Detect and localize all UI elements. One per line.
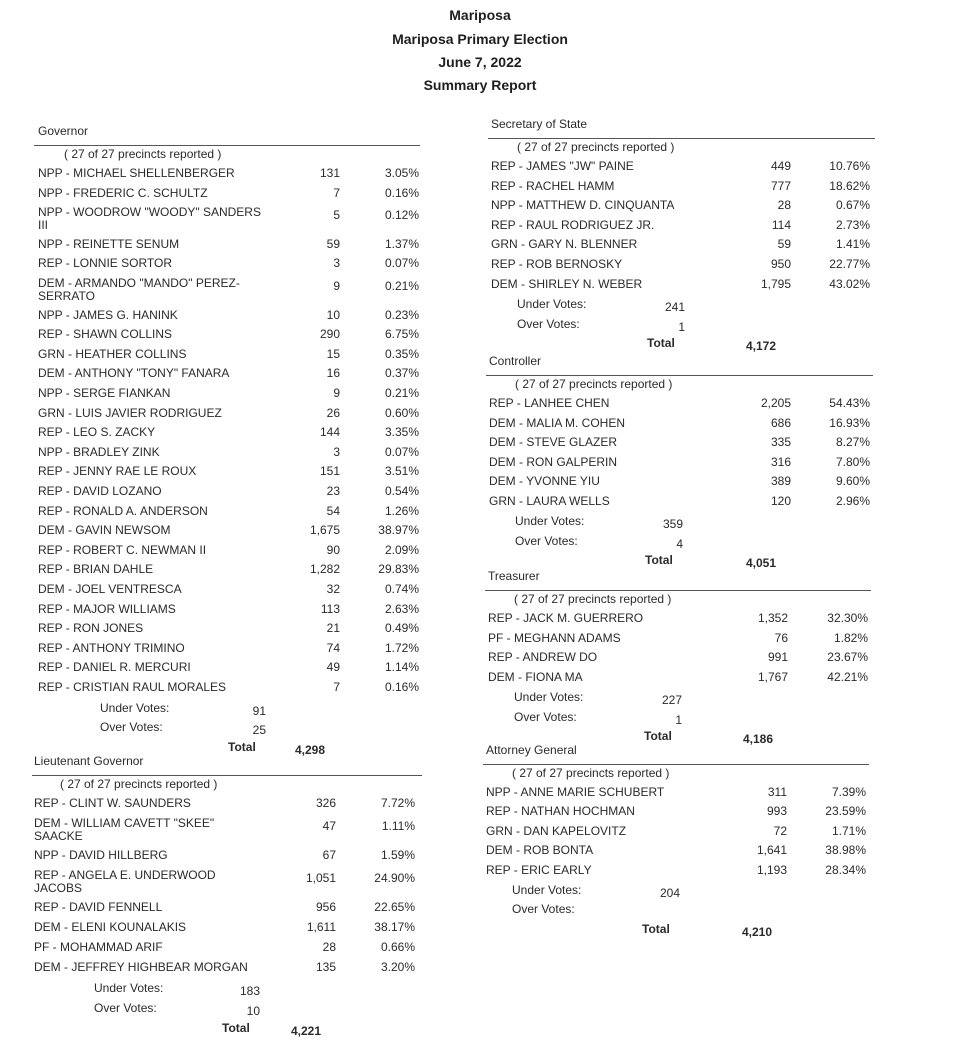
candidate-votes: 114 — [771, 217, 791, 232]
candidate-percent: 32.30% — [827, 611, 868, 625]
total-votes: 4,210 — [741, 924, 772, 939]
candidate-percent: 1.82% — [833, 630, 868, 645]
candidate-name: DEM - YVONNE YIU — [489, 474, 600, 488]
section-divider — [488, 138, 875, 139]
candidate-name-continued: SERRATO — [38, 289, 95, 303]
candidate-percent: 0.35% — [384, 346, 419, 361]
candidate-votes: 67 — [322, 848, 336, 862]
candidate-percent: 0.12% — [384, 208, 419, 223]
candidate-percent: 2.73% — [835, 217, 870, 232]
candidate-percent: 3.35% — [384, 425, 419, 440]
candidate-name: DEM - STEVE GLAZER — [489, 435, 618, 449]
under-votes-label: Under Votes: — [512, 883, 582, 897]
candidate-votes: 16 — [326, 366, 340, 381]
candidate-votes: 90 — [326, 542, 340, 557]
candidate-name: REP - DAVID FENNELL — [34, 900, 163, 914]
candidate-votes: 144 — [319, 425, 340, 440]
candidate-votes: 1,051 — [305, 871, 336, 885]
candidate-name: GRN - LAURA WELLS — [489, 493, 610, 508]
candidate-votes: 10 — [326, 307, 340, 322]
candidate-votes: 7 — [333, 185, 340, 200]
candidate-name: REP - ROB BERNOSKY — [491, 257, 623, 271]
total-votes: 4,298 — [294, 742, 325, 757]
total-label: Total — [222, 1021, 250, 1035]
candidate-percent: 6.75% — [384, 327, 419, 342]
candidate-name: REP - LANHEE CHEN — [489, 396, 610, 410]
candidate-name: GRN - GARY N. BLENNER — [491, 237, 638, 252]
candidate-name: REP - RACHEL HAMM — [491, 178, 615, 193]
candidate-name-continued: SAACKE — [34, 829, 83, 843]
candidate-votes: 950 — [770, 257, 791, 271]
total-label: Total — [647, 336, 675, 351]
candidate-votes: 59 — [326, 236, 340, 251]
candidate-votes: 28 — [777, 198, 791, 213]
candidate-percent: 18.62% — [829, 178, 870, 193]
candidate-percent: 54.43% — [829, 396, 870, 410]
precincts-label: ( 27 of 27 precincts reported ) — [512, 766, 670, 780]
candidate-percent: 43.02% — [829, 276, 870, 291]
total-label: Total — [644, 729, 672, 743]
candidate-name: REP - JACK M. GUERRERO — [488, 611, 644, 625]
candidate-percent: 42.21% — [827, 669, 868, 684]
under-votes-value: 204 — [659, 886, 680, 900]
report-type: Summary Report — [423, 77, 537, 93]
candidate-name: REP - LONNIE SORTOR — [38, 256, 173, 271]
candidate-name: PF - MOHAMMAD ARIF — [34, 940, 163, 954]
candidate-name: REP - DANIEL R. MERCURI — [38, 660, 191, 675]
candidate-votes: 76 — [774, 630, 788, 645]
candidate-percent: 0.37% — [384, 366, 419, 381]
candidate-name: DEM - FIONA MA — [488, 669, 583, 684]
candidate-votes: 449 — [770, 159, 791, 173]
candidate-votes: 777 — [770, 178, 791, 193]
candidate-votes: 5 — [333, 208, 340, 223]
candidate-name: REP - NATHAN HOCHMAN — [486, 804, 635, 819]
precincts-label: ( 27 of 27 precincts reported ) — [64, 147, 222, 161]
section-divider — [483, 764, 869, 765]
candidate-votes: 32 — [326, 582, 340, 596]
candidate-percent: 2.63% — [384, 601, 419, 616]
candidate-name: NPP - JAMES G. HANINK — [38, 307, 178, 322]
section-divider — [485, 590, 871, 591]
candidate-percent: 22.77% — [829, 257, 870, 271]
race-title: Secretary of State — [491, 117, 588, 131]
candidate-name: NPP - MATTHEW D. CINQUANTA — [491, 198, 675, 213]
candidate-votes: 335 — [770, 435, 791, 449]
under-votes-value: 91 — [252, 703, 266, 718]
over-votes-label: Over Votes: — [100, 720, 163, 735]
under-votes-value: 241 — [664, 300, 685, 315]
candidate-votes: 26 — [326, 405, 340, 420]
candidate-name: REP - ANGELA E. UNDERWOOD — [34, 868, 216, 882]
total-votes: 4,172 — [745, 339, 776, 354]
candidate-votes: 1,282 — [309, 562, 340, 577]
candidate-votes: 1,675 — [309, 523, 340, 538]
candidate-votes: 311 — [767, 785, 787, 799]
candidate-name: REP - JAMES "JW" PAINE — [491, 159, 634, 173]
candidate-percent: 7.39% — [831, 785, 866, 799]
candidate-votes: 151 — [319, 464, 340, 479]
section-divider — [32, 775, 422, 776]
candidate-percent: 23.67% — [827, 650, 868, 664]
candidate-percent: 10.76% — [829, 159, 870, 173]
under-votes-label: Under Votes: — [100, 700, 170, 715]
over-votes-label: Over Votes: — [515, 533, 578, 548]
candidate-name: GRN - DAN KAPELOVITZ — [486, 823, 627, 838]
candidate-percent: 1.59% — [380, 848, 415, 862]
candidate-percent: 0.07% — [384, 256, 419, 271]
candidate-name: REP - DAVID LOZANO — [38, 484, 162, 498]
candidate-votes: 3 — [333, 444, 340, 459]
candidate-percent: 8.27% — [835, 435, 870, 449]
candidate-votes: 686 — [770, 415, 791, 430]
candidate-votes: 290 — [319, 327, 340, 342]
over-votes-value: 4 — [676, 536, 683, 551]
under-votes-label: Under Votes: — [514, 690, 584, 704]
candidate-percent: 1.26% — [384, 503, 419, 518]
candidate-votes: 3 — [333, 256, 340, 271]
candidate-percent: 38.98% — [825, 843, 866, 858]
over-votes-value: 1 — [675, 712, 682, 727]
candidate-votes: 389 — [770, 474, 791, 488]
candidate-percent: 1.11% — [381, 819, 415, 833]
section-divider — [486, 375, 873, 376]
candidate-votes: 326 — [315, 796, 336, 810]
candidate-name: REP - LEO S. ZACKY — [38, 425, 156, 440]
candidate-votes: 15 — [326, 346, 340, 361]
candidate-name: REP - JENNY RAE LE ROUX — [38, 464, 197, 479]
candidate-percent: 0.60% — [384, 405, 419, 420]
candidate-name: NPP - SERGE FIANKAN — [38, 386, 171, 400]
candidate-percent: 0.49% — [384, 621, 419, 636]
candidate-percent: 28.34% — [825, 862, 866, 877]
candidate-votes: 1,611 — [306, 920, 336, 934]
over-votes-value: 25 — [252, 723, 266, 738]
candidate-percent: 16.93% — [829, 415, 870, 430]
over-votes-label: Over Votes: — [514, 709, 577, 724]
total-votes: 4,186 — [742, 732, 773, 746]
candidate-votes: 2,205 — [760, 396, 791, 410]
precincts-label: ( 27 of 27 precincts reported ) — [517, 140, 675, 154]
candidate-name: REP - RONALD A. ANDERSON — [38, 503, 208, 518]
candidate-percent: 7.72% — [380, 796, 415, 810]
candidate-name: DEM - GAVIN NEWSOM — [38, 523, 171, 538]
candidate-percent: 24.90% — [374, 871, 415, 885]
candidate-votes: 135 — [315, 960, 336, 974]
candidate-name: REP - SHAWN COLLINS — [38, 327, 173, 342]
under-votes-value: 359 — [662, 517, 683, 531]
candidate-name: REP - ANDREW DO — [488, 650, 598, 664]
candidate-percent: 0.21% — [384, 279, 419, 293]
candidate-votes: 47 — [322, 819, 336, 833]
candidate-votes: 956 — [315, 900, 336, 914]
candidate-name: DEM - SHIRLEY N. WEBER — [491, 276, 643, 291]
candidate-percent: 3.51% — [384, 464, 419, 479]
candidate-name-continued: JACOBS — [34, 881, 83, 895]
candidate-votes: 113 — [320, 601, 340, 616]
total-label: Total — [645, 553, 673, 567]
candidate-percent: 0.66% — [380, 940, 415, 954]
candidate-name: REP - RON JONES — [38, 621, 144, 636]
candidate-name: REP - ERIC EARLY — [486, 862, 592, 877]
candidate-name: REP - CRISTIAN RAUL MORALES — [38, 680, 227, 694]
candidate-name: DEM - ARMANDO "MANDO" PEREZ- — [38, 276, 240, 290]
candidate-name: GRN - HEATHER COLLINS — [38, 346, 187, 361]
race-title: Governor — [38, 124, 89, 138]
under-votes-value: 227 — [661, 693, 682, 707]
candidate-name-continued: III — [38, 218, 49, 233]
race-title: Treasurer — [488, 569, 540, 583]
candidate-percent: 3.20% — [380, 960, 415, 974]
candidate-votes: 7 — [333, 680, 340, 694]
precincts-label: ( 27 of 27 precincts reported ) — [514, 592, 672, 606]
candidate-name: DEM - RON GALPERIN — [489, 454, 618, 469]
candidate-name: DEM - ROB BONTA — [486, 843, 594, 858]
candidate-name: DEM - JOEL VENTRESCA — [38, 582, 182, 596]
candidate-name: NPP - ANNE MARIE SCHUBERT — [486, 785, 665, 799]
under-votes-label: Under Votes: — [517, 297, 587, 312]
candidate-votes: 54 — [326, 503, 340, 518]
race-title: Lieutenant Governor — [34, 754, 144, 768]
candidate-votes: 23 — [326, 484, 340, 498]
candidate-percent: 0.07% — [384, 444, 419, 459]
over-votes-label: Over Votes: — [517, 316, 580, 331]
candidate-name: DEM - ELENI KOUNALAKIS — [34, 920, 187, 934]
report-date: June 7, 2022 — [438, 54, 522, 70]
candidate-name: DEM - MALIA M. COHEN — [489, 415, 626, 430]
candidate-name: REP - MAJOR WILLIAMS — [38, 601, 176, 616]
candidate-name: NPP - REINETTE SENUM — [38, 236, 180, 251]
under-votes-value: 183 — [239, 984, 260, 998]
candidate-votes: 1,767 — [757, 669, 788, 684]
candidate-percent: 1.71% — [831, 823, 866, 838]
under-votes-label: Under Votes: — [515, 514, 585, 528]
candidate-percent: 0.23% — [384, 307, 419, 322]
candidate-percent: 2.09% — [384, 542, 419, 557]
candidate-percent: 0.67% — [835, 198, 870, 213]
candidate-name: NPP - DAVID HILLBERG — [34, 848, 168, 862]
candidate-name: REP - ROBERT C. NEWMAN II — [38, 542, 207, 557]
report-county: Mariposa — [449, 7, 511, 23]
candidate-votes: 316 — [770, 454, 791, 469]
candidate-name: REP - CLINT W. SAUNDERS — [34, 796, 191, 810]
over-votes-label: Over Votes: — [94, 1001, 157, 1015]
candidate-percent: 29.83% — [378, 562, 419, 577]
candidate-percent: 2.96% — [835, 493, 870, 508]
candidate-name: REP - ANTHONY TRIMINO — [38, 640, 185, 655]
candidate-name: GRN - LUIS JAVIER RODRIGUEZ — [38, 405, 222, 420]
race-title: Attorney General — [486, 743, 577, 757]
report-election-title: Mariposa Primary Election — [392, 31, 568, 47]
candidate-votes: 9 — [333, 386, 340, 400]
candidate-percent: 9.60% — [835, 474, 870, 488]
under-votes-label: Under Votes: — [94, 981, 164, 995]
candidate-name: NPP - WOODROW "WOODY" SANDERS — [38, 205, 261, 220]
candidate-votes: 993 — [766, 804, 787, 819]
candidate-name: REP - BRIAN DAHLE — [38, 562, 154, 577]
total-votes: 4,221 — [290, 1024, 321, 1038]
candidate-votes: 49 — [326, 660, 340, 675]
candidate-percent: 38.17% — [374, 920, 415, 934]
candidate-name: DEM - WILLIAM CAVETT "SKEE" — [34, 816, 215, 830]
total-votes: 4,051 — [745, 556, 776, 570]
race-title: Controller — [489, 354, 542, 368]
section-divider — [34, 145, 420, 146]
candidate-name: DEM - ANTHONY "TONY" FANARA — [38, 366, 230, 381]
candidate-percent: 1.37% — [384, 236, 419, 251]
candidate-percent: 23.59% — [825, 804, 866, 819]
candidate-percent: 0.21% — [384, 386, 419, 400]
candidate-percent: 7.80% — [835, 454, 870, 469]
candidate-percent: 0.16% — [384, 185, 419, 200]
candidate-percent: 1.14% — [384, 660, 419, 675]
candidate-name: NPP - MICHAEL SHELLENBERGER — [38, 166, 235, 180]
candidate-votes: 1,352 — [757, 611, 788, 625]
candidate-percent: 22.65% — [374, 900, 415, 914]
candidate-votes: 21 — [326, 621, 340, 636]
total-label: Total — [228, 739, 256, 754]
candidate-votes: 991 — [767, 650, 788, 664]
candidate-percent: 0.54% — [384, 484, 419, 498]
candidate-votes: 1,641 — [756, 843, 787, 858]
candidate-votes: 1,795 — [760, 276, 791, 291]
candidate-name: DEM - JEFFREY HIGHBEAR MORGAN — [34, 960, 248, 974]
candidate-votes: 72 — [773, 823, 787, 838]
precincts-label: ( 27 of 27 precincts reported ) — [515, 377, 673, 391]
candidate-name: NPP - FREDERIC C. SCHULTZ — [38, 185, 208, 200]
candidate-percent: 3.05% — [384, 166, 419, 180]
precincts-label: ( 27 of 27 precincts reported ) — [60, 777, 218, 791]
candidate-votes: 1,193 — [756, 862, 787, 877]
candidate-votes: 74 — [326, 640, 340, 655]
candidate-votes: 120 — [770, 493, 791, 508]
over-votes-value: 1 — [678, 319, 685, 334]
candidate-percent: 38.97% — [378, 523, 419, 538]
candidate-percent: 0.16% — [384, 680, 419, 694]
over-votes-value: 10 — [246, 1004, 260, 1018]
candidate-votes: 28 — [322, 940, 336, 954]
total-label: Total — [642, 921, 670, 936]
candidate-name: PF - MEGHANN ADAMS — [488, 630, 621, 645]
over-votes-label: Over Votes: — [512, 902, 575, 917]
candidate-percent: 0.74% — [384, 582, 419, 596]
candidate-votes: 59 — [777, 237, 791, 252]
candidate-percent: 1.72% — [384, 640, 419, 655]
candidate-percent: 1.41% — [835, 237, 870, 252]
candidate-name: REP - RAUL RODRIGUEZ JR. — [491, 217, 655, 232]
candidate-votes: 131 — [319, 166, 340, 180]
candidate-name: NPP - BRADLEY ZINK — [38, 444, 160, 459]
candidate-votes: 9 — [333, 279, 340, 293]
